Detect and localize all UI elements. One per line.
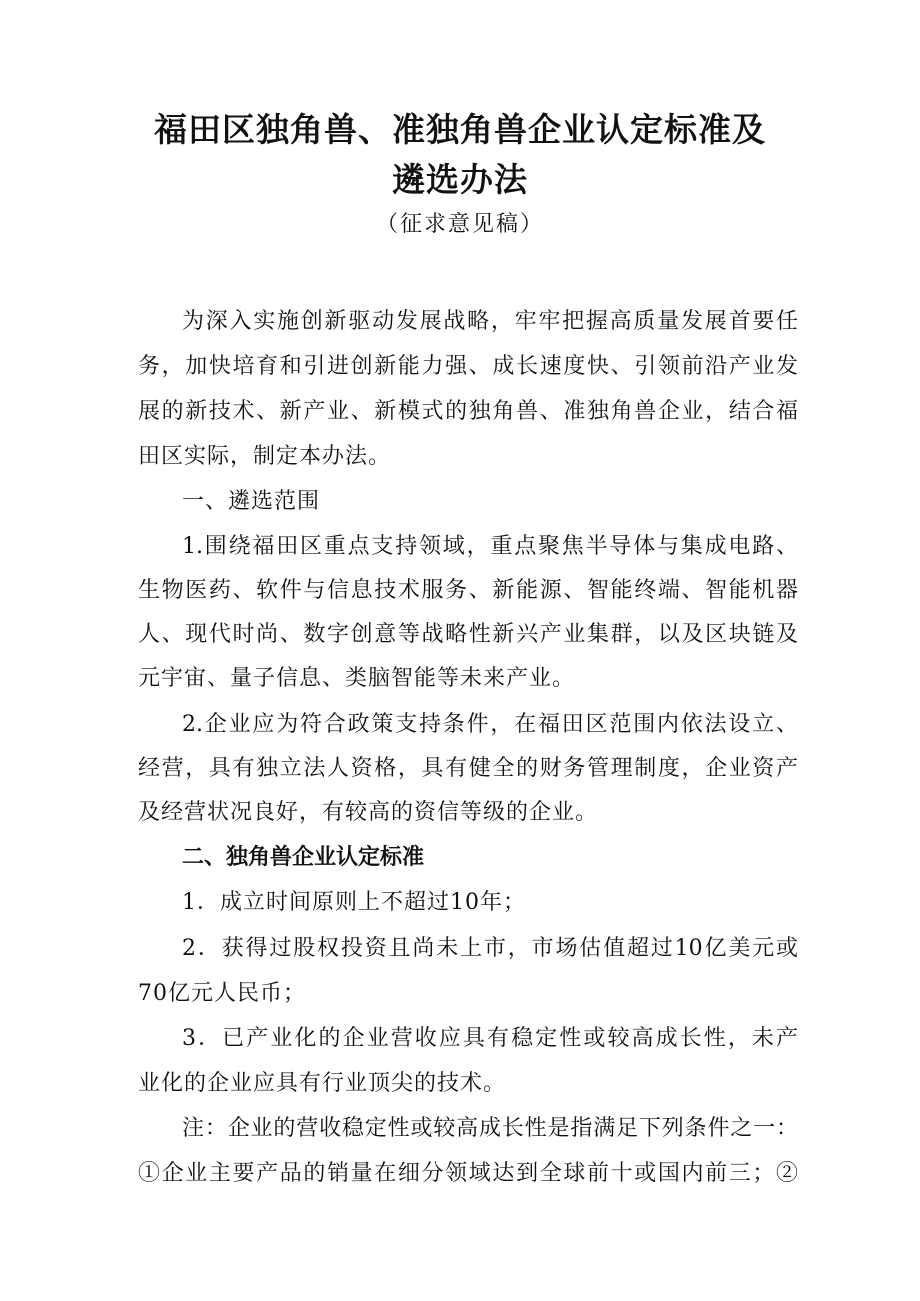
intro-paragraph-line: 务，加快培育和引进创新能力强、成长速度快、引领前沿产业发: [138, 354, 798, 379]
scope-item-2-line: 经营，具有独立法人资格，具有健全的财务管理制度，企业资产: [138, 756, 798, 781]
intro-paragraph-line: 田区实际，制定本办法。: [138, 444, 392, 469]
criteria-item-3-line: 业化的企业应具有行业顶尖的技术。: [138, 1071, 507, 1096]
section-heading-1: 一、遴选范围: [182, 489, 321, 514]
scope-item-2-line: 2.企业应为符合政策支持条件，在福田区范围内依法设立、: [182, 712, 798, 737]
criteria-item-2-line: 2．获得过股权投资且尚未上市，市场估值超过10亿美元或: [182, 936, 798, 961]
intro-paragraph-line: 展的新技术、新产业、新模式的独角兽、准独角兽企业，结合福: [138, 399, 798, 424]
scope-item-1-line: 人、现代时尚、数字创意等战略性新兴产业集群，以及区块链及: [138, 622, 798, 647]
scope-item-1-line: 生物医药、软件与信息技术服务、新能源、智能终端、智能机器: [138, 578, 798, 603]
document-subtitle: （征求意见稿）: [375, 212, 544, 237]
note-line: ①企业主要产品的销量在细分领域达到全球前十或国内前三；②: [138, 1161, 798, 1186]
document-title-line-2: 遴选办法: [392, 160, 528, 199]
criteria-item-3-line: 3．已产业化的企业营收应具有稳定性或较高成长性，未产: [182, 1026, 798, 1051]
criteria-item-1: 1．成立时间原则上不超过10年；: [182, 890, 526, 915]
section-heading-2: 二、独角兽企业认定标准: [182, 845, 425, 870]
scope-item-2-line: 及经营状况良好，有较高的资信等级的企业。: [138, 800, 599, 825]
note-line: 注：企业的营收稳定性或较高成长性是指满足下列条件之一：: [182, 1116, 798, 1141]
intro-paragraph-line: 为深入实施创新驱动发展战略，牢牢把握高质量发展首要任: [182, 309, 798, 334]
scope-item-1-line: 1.围绕福田区重点支持领域，重点聚焦半导体与集成电路、: [182, 534, 798, 559]
document-title-line-1: 福田区独角兽、准独角兽企业认定标准及: [154, 110, 766, 149]
scope-item-1-line: 元宇宙、量子信息、类脑智能等未来产业。: [138, 666, 576, 691]
criteria-item-2-line: 70亿元人民币；: [138, 981, 306, 1006]
